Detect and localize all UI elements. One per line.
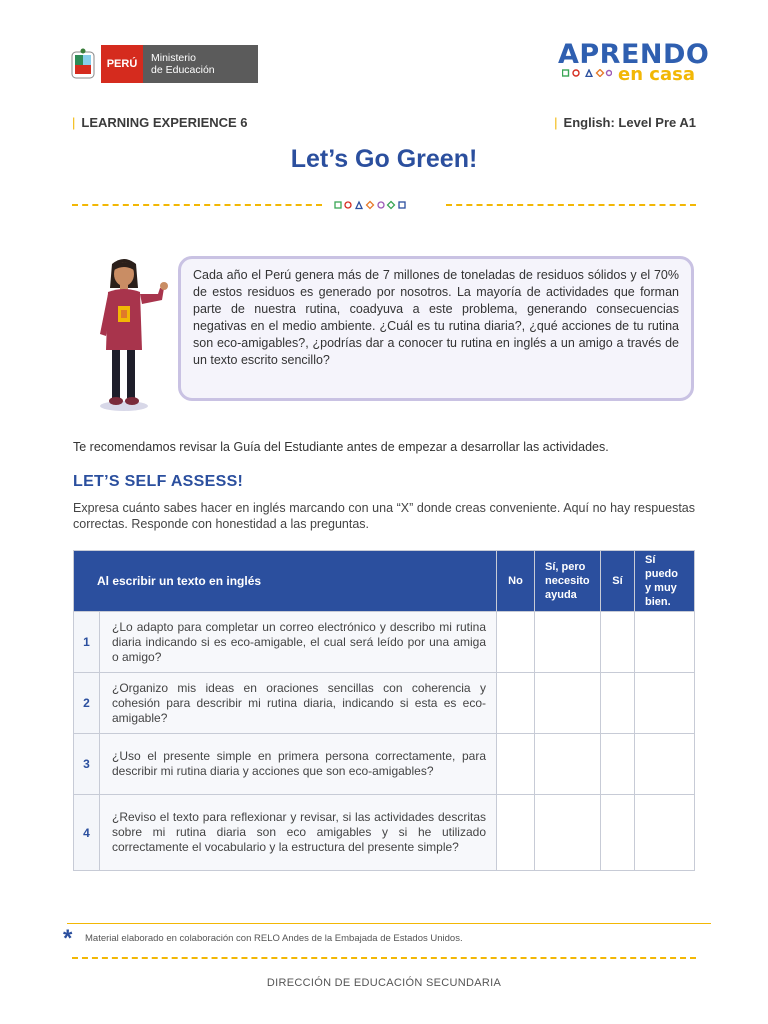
- shapes-icon: [562, 69, 612, 77]
- answer-cell-yes-need-help[interactable]: [535, 734, 601, 795]
- answer-cell-yes[interactable]: [601, 795, 635, 871]
- footer-dashed-rule: [72, 957, 696, 959]
- ministry-line1: Ministerio: [151, 52, 196, 64]
- row-question: ¿Reviso el texto para reflexionar y revisar, si las actividades descritas sobre mi rutina diaria son eco amigables y si he utilizado correctamente el vocabulario y la estructura del presente simple?: [100, 795, 497, 871]
- row-question: ¿Lo adapto para completar un correo electrónico y describo mi rutina diaria indicando si es eco-amigable, el cual será leído por una amiga o amigo?: [100, 612, 497, 673]
- table-row: [74, 612, 695, 673]
- recommendation-text: Te recomendamos revisar la Guía del Estudiante antes de empezar a desarrollar las actividades.: [73, 440, 609, 454]
- answer-cell-no[interactable]: [497, 612, 535, 673]
- page-title: Let’s Go Green!: [290, 145, 478, 173]
- aprendo-en-casa-logo: [558, 39, 710, 86]
- self-assess-instructions: Expresa cuánto sabes hacer en inglés marcando con una “X” donde creas conveniente. Aquí no hay respuestas correctas. Responde con honestidad a las preguntas.: [73, 501, 695, 531]
- self-assess-heading: LET’S SELF ASSESS!: [73, 473, 244, 490]
- level-label: English: Level Pre A1: [563, 115, 696, 130]
- intro-box: [178, 256, 694, 401]
- student-illustration: [92, 254, 172, 419]
- learning-experience: [72, 115, 248, 130]
- answer-cell-yes[interactable]: [601, 673, 635, 734]
- answer-cell-yes-need-help[interactable]: [535, 795, 601, 871]
- answer-cell-yes-very-well[interactable]: [635, 734, 695, 795]
- table-header-row: [74, 551, 695, 612]
- answer-cell-yes-very-well[interactable]: [635, 673, 695, 734]
- row-number: 4: [74, 795, 100, 871]
- ministry-line2: de Educación: [151, 64, 215, 76]
- answer-cell-no[interactable]: [497, 795, 535, 871]
- footer-note: Material elaborado en colaboración con RELO Andes de la Embajada de Estados Unidos.: [85, 933, 463, 944]
- separator-bar: |: [554, 115, 558, 130]
- minedu-logo: [68, 45, 258, 83]
- asterisk-icon: *: [63, 925, 73, 952]
- en-casa-text: en casa: [618, 64, 695, 85]
- dashed-line-left: [72, 204, 322, 206]
- table-row: [74, 795, 695, 871]
- footer-department: DIRECCIÓN DE EDUCACIÓN SECUNDARIA: [266, 977, 502, 989]
- decorative-divider: [72, 198, 696, 212]
- row-question: ¿Organizo mis ideas en oraciones sencillas con coherencia y cohesión para describir mi rutina diaria, indicando si esta es eco-amigable?: [100, 673, 497, 734]
- header-criteria: Al escribir un texto en inglés: [74, 551, 497, 612]
- row-number: 3: [74, 734, 100, 795]
- coat-of-arms-icon: [68, 45, 98, 83]
- self-assessment-table: [73, 550, 695, 871]
- answer-cell-yes[interactable]: [601, 734, 635, 795]
- ministry-label: [143, 45, 258, 83]
- table-row: [74, 673, 695, 734]
- answer-cell-no[interactable]: [497, 673, 535, 734]
- header-yes: Sí: [601, 551, 635, 612]
- row-question: ¿Uso el presente simple en primera persona correctamente, para describir mi rutina diaria y acciones que son eco-amigables?: [100, 734, 497, 795]
- learning-experience-label: LEARNING EXPERIENCE 6: [81, 115, 248, 130]
- level: [554, 115, 696, 130]
- peru-label: PERÚ: [98, 45, 143, 83]
- row-number: 1: [74, 612, 100, 673]
- answer-cell-yes[interactable]: [601, 612, 635, 673]
- answer-cell-yes-very-well[interactable]: [635, 795, 695, 871]
- intro-text: Cada año el Perú genera más de 7 millones de toneladas de residuos sólidos y el 70% de estos residuos es generado por nosotros. La mayoría de actividades que forman parte de nuestra rutina, coadyuva a este problema, generando consecuencias negativas en el medio ambiente. ¿Cuál es tu rutina diaria?, ¿qué acciones de tu rutina son eco-amigables?, ¿podrías dar a conocer tu rutina en inglés a un amigo a través de un texto escrito sencillo?: [193, 268, 679, 367]
- answer-cell-yes-very-well[interactable]: [635, 612, 695, 673]
- answer-cell-no[interactable]: [497, 734, 535, 795]
- answer-cell-yes-need-help[interactable]: [535, 673, 601, 734]
- row-number: 2: [74, 673, 100, 734]
- table-row: [74, 734, 695, 795]
- aprendo-text: APRENDO: [558, 39, 710, 70]
- meta-row: [72, 115, 696, 133]
- footer-rule: [67, 923, 711, 924]
- separator-bar: |: [72, 115, 76, 130]
- answer-cell-yes-need-help[interactable]: [535, 612, 601, 673]
- header-yes-very-well: Sí puedo y muy bien.: [635, 551, 695, 612]
- dashed-line-right: [446, 204, 696, 206]
- header-no: No: [497, 551, 535, 612]
- header-yes-need-help: Sí, pero necesito ayuda: [535, 551, 601, 612]
- shapes-icon: [334, 198, 434, 212]
